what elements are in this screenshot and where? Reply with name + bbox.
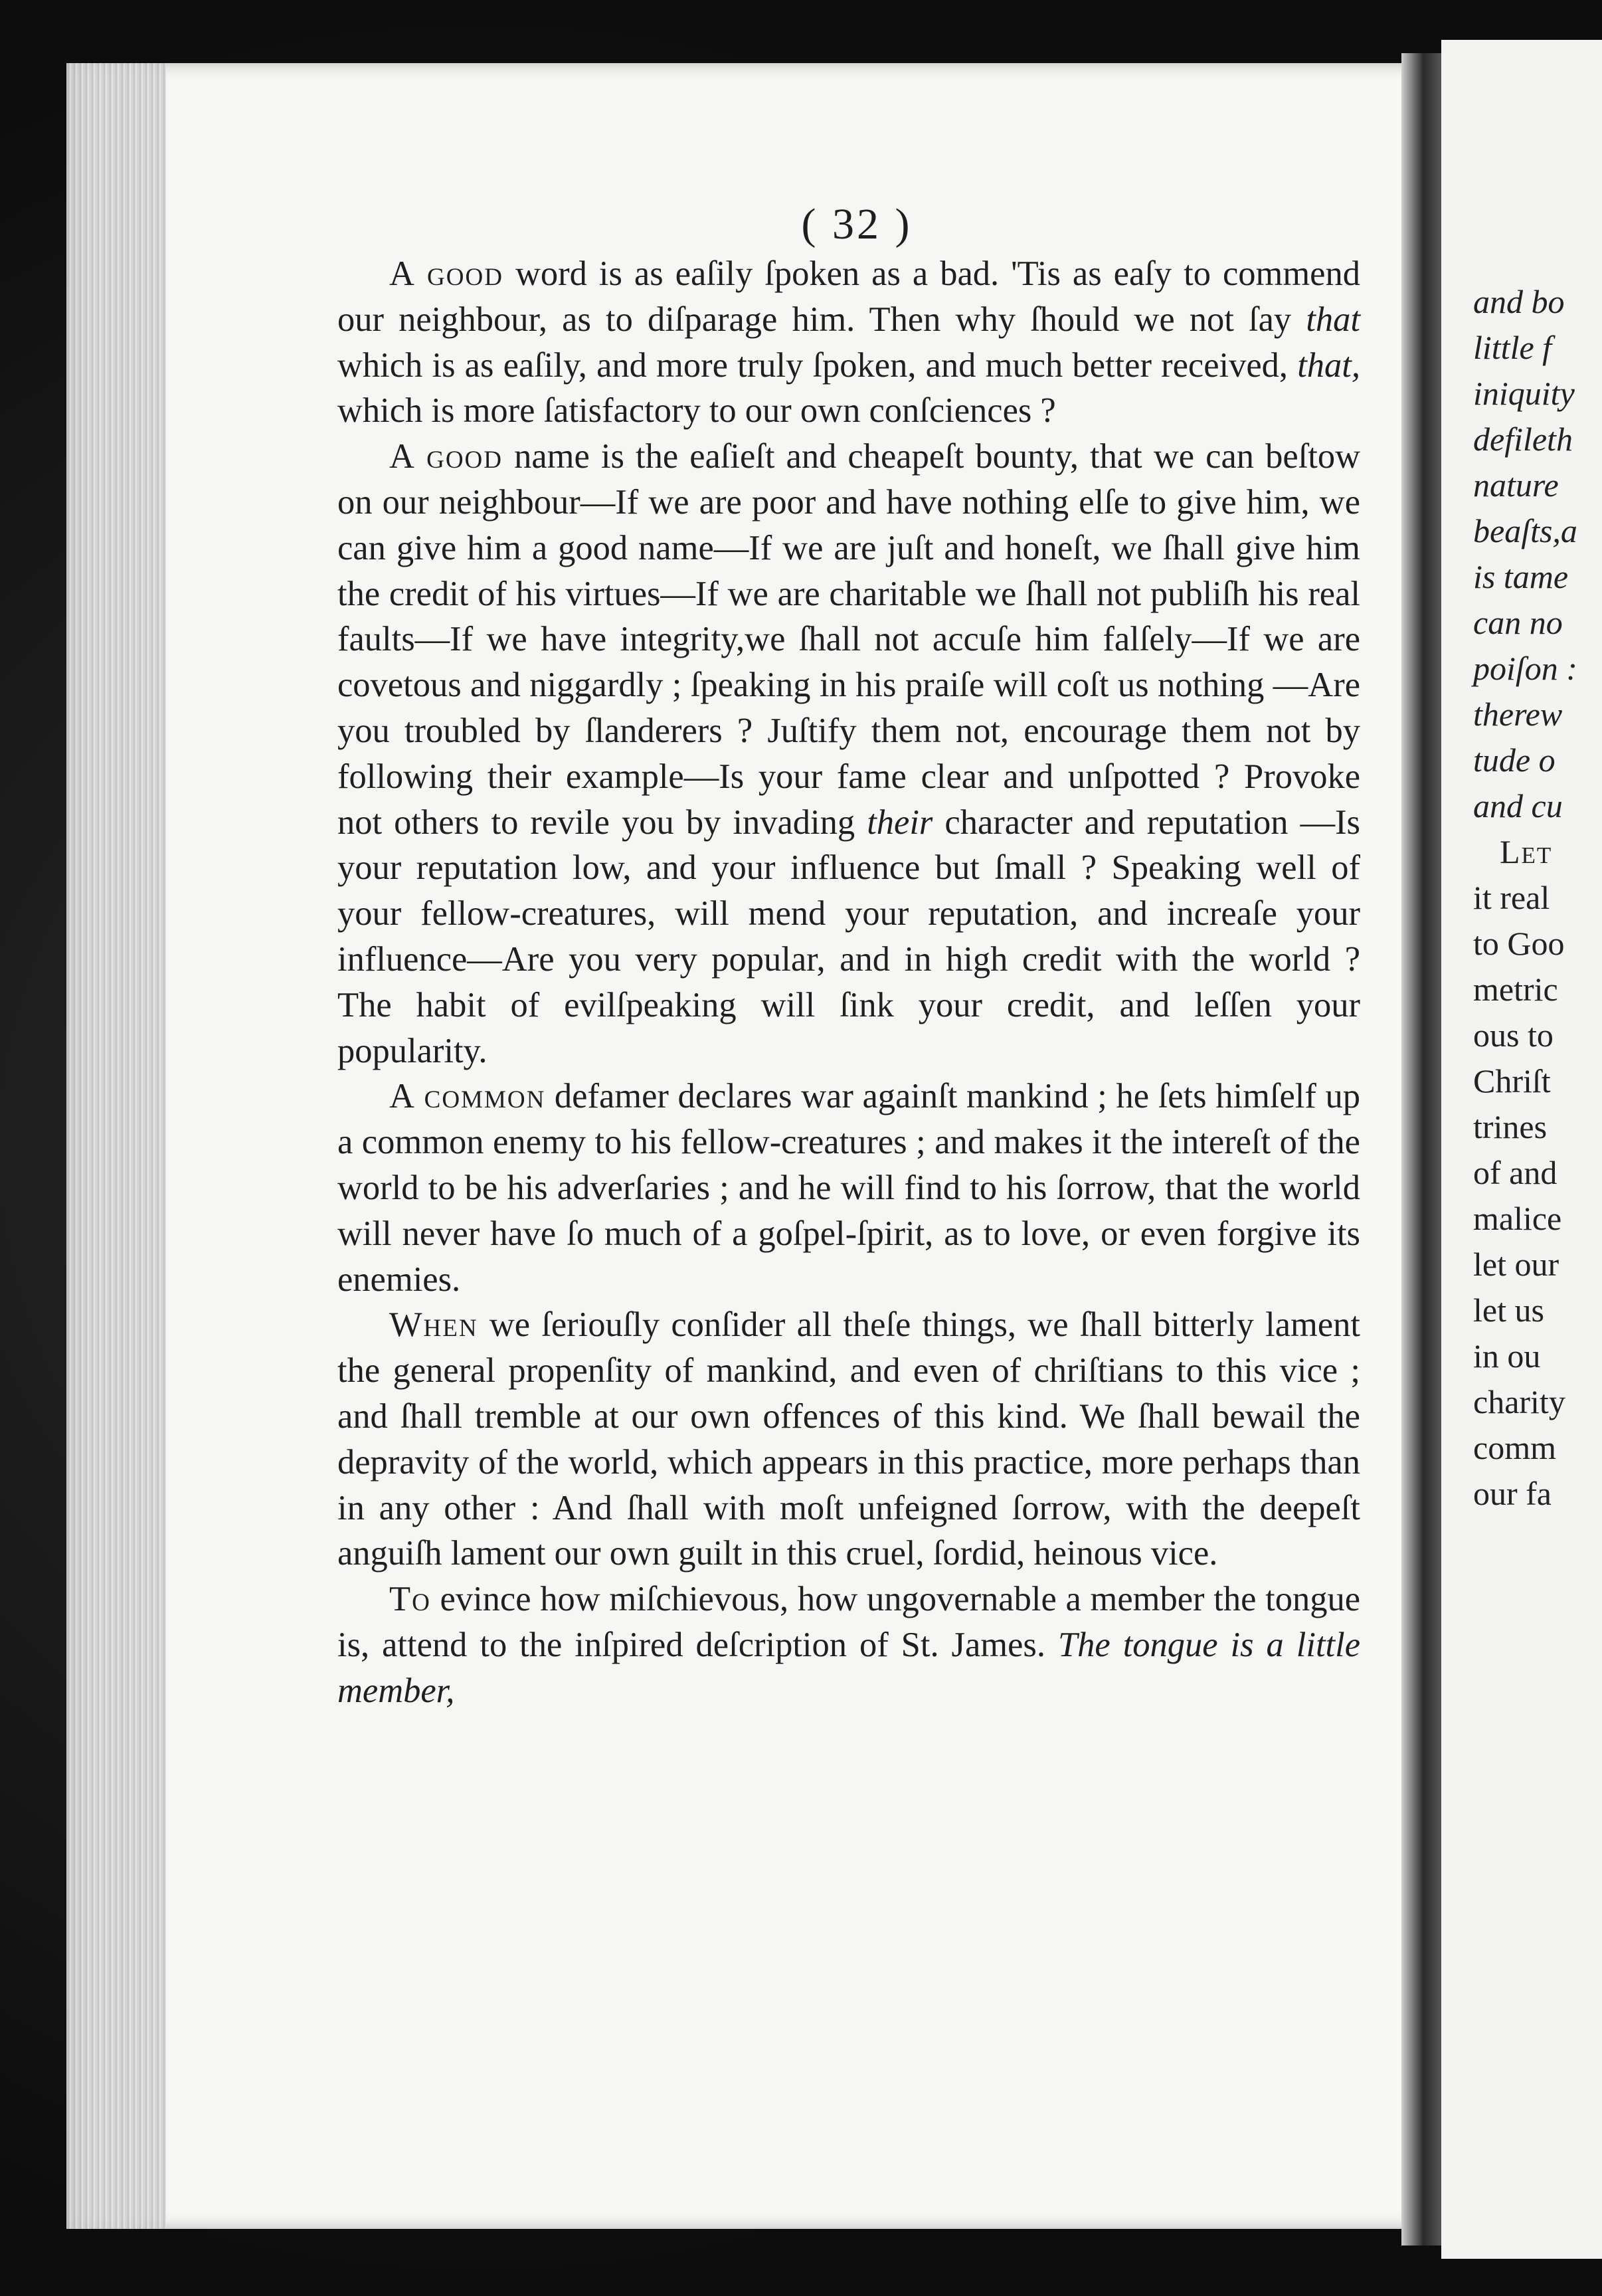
page-number: ( 32 ): [801, 200, 913, 248]
paragraph: [337, 434, 1360, 1074]
facing-page-line: and bo: [1473, 283, 1565, 320]
paragraph-text: defamer declares war againſt mankind ; he ſets himſelf up a common enemy to his fellow-creatures ; and makes it the intereſt of the world to be his adverſaries ; and he will find to his ſorrow, that the world will never have ſo much of a goſpel-ſpirit, as to love, or even forgive its enemies.: [337, 1077, 1361, 1299]
italic-text: that,: [1297, 345, 1360, 385]
facing-page-line: tude o: [1473, 741, 1556, 779]
paragraph: [337, 1302, 1360, 1577]
facing-page-line: Let: [1500, 833, 1553, 870]
paragraph-lead-words: A common: [389, 1077, 546, 1116]
facing-page-line: in ou: [1473, 1337, 1541, 1375]
facing-page-line: charity: [1473, 1383, 1565, 1420]
paragraph-text: evince how miſchievous, how ungovernable a member the tongue is, attend to the inſpired deſcription of St. James.: [337, 1580, 1360, 1664]
facing-page-line: defileth: [1473, 421, 1573, 458]
facing-page-line: let our: [1473, 1246, 1559, 1283]
facing-page-line: Chriſt: [1473, 1062, 1551, 1100]
paragraph-lead-words: A good: [389, 254, 503, 293]
book-gutter: [1401, 53, 1441, 2246]
facing-page-text: [1473, 279, 1602, 1517]
facing-page-line: trines: [1473, 1108, 1548, 1145]
facing-page-line: can no: [1473, 604, 1563, 641]
facing-page-line: and cu: [1473, 787, 1563, 824]
paragraph-text: word is as eaſily ſpoken as a bad. 'Tis as eaſy to commend our neighbour, as to diſparage him. Then why ſhould we not ſay: [337, 254, 1360, 339]
paragraph: [337, 1074, 1360, 1302]
paragraph-text: we ſeriouſly conſider all theſe things, we ſhall bitterly lament the general propenſity of mankind, and even of chriſtians to this vice ; and ſhall tremble at our own offences of this kind. We ſhall bewail the depravity of the world, which appears in this practice, more perhaps than in any other : And ſhall with moſt unfeigned ſorrow, with the deepeſt anguiſh lament our own guilt in this cruel, ſordid, heinous vice.: [337, 1305, 1360, 1573]
paragraph-lead-words: When: [389, 1305, 478, 1345]
facing-page-line: is tame: [1473, 558, 1569, 595]
facing-page-line: iniquity: [1473, 375, 1575, 412]
facing-page-line: our fa: [1473, 1475, 1552, 1512]
paragraph: [337, 251, 1360, 434]
paragraph: [337, 1577, 1360, 1713]
paragraph-text: which is as eaſily, and more truly ſpoken, and much better received,: [337, 345, 1298, 385]
facing-page-line: ous to: [1473, 1016, 1554, 1054]
facing-page-line: therew: [1473, 696, 1563, 733]
page-edge-stack: [66, 63, 166, 2229]
facing-page-line: poiſon :: [1473, 650, 1577, 687]
paragraph-text: character and reputation —Is your reputation low, and your influence but ſmall ? Speaking well of your fellow-creatures, will mend your reputation, and increaſe your influence—Are you very popular, and in high credit with the world ? The habit of evilſpeaking will ſink your credit, and leſſen your popularity.: [337, 803, 1360, 1070]
facing-page-line: of and: [1473, 1154, 1558, 1191]
italic-text: that: [1306, 300, 1360, 339]
paragraph-lead-words: A good: [389, 437, 503, 476]
facing-page-line: to Goo: [1473, 925, 1565, 962]
paragraph-text: name is the eaſieſt and cheapeſt bounty, that we can beſtow on our neighbour—If we are poor and have nothing elſe to give him, we can give him a good name—If we are juſt and honeſt, we ſhall give him the credit of his virtues—If we are charitable we ſhall not publiſh his real faults—If we have integrity,we ſhall not accuſe him falſely—If we are covetous and niggardly ; ſpeaking in his praiſe will coſt us nothing —Are you troubled by ſlanderers ? Juſtify them not, encourage them not by following their example—Is your fame clear and unſpotted ? Provoke not others to revile you by invading: [337, 437, 1361, 842]
facing-page-line: comm: [1473, 1429, 1556, 1466]
facing-page: [1441, 40, 1602, 2259]
facing-page-line: malice: [1473, 1200, 1562, 1237]
page-body-text: [337, 251, 1360, 1714]
facing-page-line: beaſts,a: [1473, 512, 1577, 549]
facing-page-line: let us: [1473, 1292, 1544, 1329]
italic-text: their: [867, 803, 933, 842]
facing-page-line: metric: [1473, 971, 1558, 1008]
facing-page-line: it real: [1473, 879, 1550, 916]
facing-page-line: nature: [1473, 466, 1559, 504]
facing-page-line: little f: [1473, 329, 1552, 366]
paragraph-text: which is more ſatisfactory to our own conſciences ?: [337, 391, 1056, 430]
italic-text: The tongue is a little member,: [337, 1625, 1361, 1710]
paragraph-lead-words: To: [389, 1580, 431, 1619]
